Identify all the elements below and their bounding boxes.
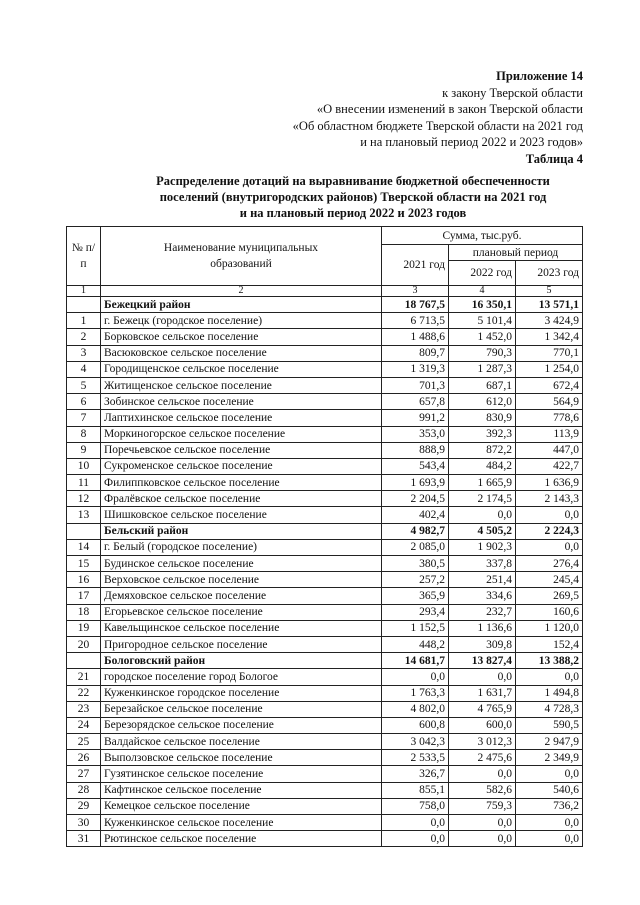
row-number: 14 xyxy=(67,539,101,555)
value-2021: 6 713,5 xyxy=(382,313,449,329)
row-number: 1 xyxy=(67,313,101,329)
row-number: 2 xyxy=(67,329,101,345)
value-2023: 2 349,9 xyxy=(516,750,583,766)
row-number: 17 xyxy=(67,588,101,604)
table-row xyxy=(67,685,583,701)
value-2022: 872,2 xyxy=(449,442,516,458)
row-name: г. Белый (городское поселение) xyxy=(101,539,382,555)
value-2021: 257,2 xyxy=(382,572,449,588)
value-2021: 18 767,5 xyxy=(382,297,449,313)
table-row xyxy=(67,604,583,620)
row-name: Куженкинское городское поселение xyxy=(101,685,382,701)
row-number: 6 xyxy=(67,394,101,410)
row-number: 15 xyxy=(67,556,101,572)
row-name: Филиппковское сельское поселение xyxy=(101,475,382,491)
value-2023: 3 424,9 xyxy=(516,313,583,329)
value-2021: 758,0 xyxy=(382,798,449,814)
row-name: Гузятинское сельское поселение xyxy=(101,766,382,782)
value-2022: 612,0 xyxy=(449,394,516,410)
title-line: поселений (внутригородских районов) Тверской области на 2021 год xyxy=(159,190,547,204)
row-number: 3 xyxy=(67,345,101,361)
value-2023: 1 636,9 xyxy=(516,475,583,491)
value-2021: 701,3 xyxy=(382,377,449,393)
row-number: 24 xyxy=(67,717,101,733)
value-2023: 4 728,3 xyxy=(516,701,583,717)
row-name: Борковское сельское поселение xyxy=(101,329,382,345)
value-2023: 160,6 xyxy=(516,604,583,620)
value-2022: 3 012,3 xyxy=(449,734,516,750)
value-2023: 269,5 xyxy=(516,588,583,604)
table-row xyxy=(67,458,583,474)
row-number: 4 xyxy=(67,361,101,377)
value-2021: 888,9 xyxy=(382,442,449,458)
value-2021: 809,7 xyxy=(382,345,449,361)
value-2023: 447,0 xyxy=(516,442,583,458)
value-2023: 0,0 xyxy=(516,539,583,555)
value-2023: 672,4 xyxy=(516,377,583,393)
value-2023: 2 947,9 xyxy=(516,734,583,750)
col-2022-header: 2022 год xyxy=(449,261,516,286)
row-number: 5 xyxy=(67,377,101,393)
value-2021: 600,8 xyxy=(382,717,449,733)
value-2022: 232,7 xyxy=(449,604,516,620)
table-row xyxy=(67,669,583,685)
row-name: Верховское сельское поселение xyxy=(101,572,382,588)
value-2022: 484,2 xyxy=(449,458,516,474)
row-name: Валдайское сельское поселение xyxy=(101,734,382,750)
value-2022: 392,3 xyxy=(449,426,516,442)
row-name: Березорядское сельское поселение xyxy=(101,717,382,733)
table-row xyxy=(67,766,583,782)
table-row xyxy=(67,539,583,555)
value-2023: 564,9 xyxy=(516,394,583,410)
value-2023: 540,6 xyxy=(516,782,583,798)
value-2022: 830,9 xyxy=(449,410,516,426)
row-number: 7 xyxy=(67,410,101,426)
value-2023: 778,6 xyxy=(516,410,583,426)
row-name: Зобинское сельское поселение xyxy=(101,394,382,410)
row-number: 16 xyxy=(67,572,101,588)
table-row xyxy=(67,377,583,393)
row-number xyxy=(67,523,101,539)
appendix-number: Приложение 14 xyxy=(496,69,583,83)
value-2021: 293,4 xyxy=(382,604,449,620)
value-2022: 0,0 xyxy=(449,831,516,847)
value-2021: 991,2 xyxy=(382,410,449,426)
value-2023: 13 388,2 xyxy=(516,653,583,669)
value-2022: 334,6 xyxy=(449,588,516,604)
value-2022: 687,1 xyxy=(449,377,516,393)
value-2022: 0,0 xyxy=(449,507,516,523)
row-name: Моркиногорское сельское поселение xyxy=(101,426,382,442)
row-name: Фралёвское сельское поселение xyxy=(101,491,382,507)
table-row xyxy=(67,588,583,604)
table-row xyxy=(67,782,583,798)
row-name: Кафтинское сельское поселение xyxy=(101,782,382,798)
value-2021: 14 681,7 xyxy=(382,653,449,669)
value-2022: 251,4 xyxy=(449,572,516,588)
value-2023: 13 571,1 xyxy=(516,297,583,313)
row-number xyxy=(67,297,101,313)
title-line: и на плановый период 2022 и 2023 годов xyxy=(239,206,467,220)
value-2021: 0,0 xyxy=(382,669,449,685)
table-row xyxy=(67,442,583,458)
row-number xyxy=(67,653,101,669)
table-row xyxy=(67,426,583,442)
row-number: 9 xyxy=(67,442,101,458)
row-number: 27 xyxy=(67,766,101,782)
value-2023: 1 120,0 xyxy=(516,620,583,636)
district-row xyxy=(67,523,583,539)
row-name: городское поселение город Бологое xyxy=(101,669,382,685)
row-name: Лаптихинское сельское поселение xyxy=(101,410,382,426)
table-row xyxy=(67,750,583,766)
value-2021: 353,0 xyxy=(382,426,449,442)
district-row xyxy=(67,653,583,669)
header-line: «Об областном бюджете Тверской области на 2021 год xyxy=(292,118,583,133)
header-line: и на плановый период 2022 и 2023 годов» xyxy=(360,135,583,149)
value-2022: 0,0 xyxy=(449,766,516,782)
table-row xyxy=(67,313,583,329)
value-2022: 309,8 xyxy=(449,636,516,652)
title-line: Распределение дотаций на выравнивание бюджетной обеспеченности xyxy=(156,174,550,188)
value-2021: 326,7 xyxy=(382,766,449,782)
value-2023: 1 342,4 xyxy=(516,329,583,345)
value-2021: 4 982,7 xyxy=(382,523,449,539)
value-2021: 543,4 xyxy=(382,458,449,474)
value-2023: 422,7 xyxy=(516,458,583,474)
value-2023: 245,4 xyxy=(516,572,583,588)
row-number: 23 xyxy=(67,701,101,717)
header-line: «О внесении изменений в закон Тверской области xyxy=(316,102,583,116)
value-2021: 657,8 xyxy=(382,394,449,410)
value-2023: 2 224,3 xyxy=(516,523,583,539)
value-2023: 0,0 xyxy=(516,766,583,782)
row-name: Пригородное сельское поселение xyxy=(101,636,382,652)
value-2021: 448,2 xyxy=(382,636,449,652)
value-2023: 0,0 xyxy=(516,507,583,523)
row-number: 20 xyxy=(67,636,101,652)
value-2022: 2 475,6 xyxy=(449,750,516,766)
value-2021: 2 204,5 xyxy=(382,491,449,507)
value-2023: 1 494,8 xyxy=(516,685,583,701)
value-2023: 2 143,3 xyxy=(516,491,583,507)
table-row xyxy=(67,701,583,717)
value-2023: 1 254,0 xyxy=(516,361,583,377)
value-2021: 1 152,5 xyxy=(382,620,449,636)
value-2021: 1 693,9 xyxy=(382,475,449,491)
value-2023: 0,0 xyxy=(516,815,583,831)
row-number: 28 xyxy=(67,782,101,798)
value-2023: 0,0 xyxy=(516,669,583,685)
table-row xyxy=(67,361,583,377)
row-name: г. Бежецк (городское поселение) xyxy=(101,313,382,329)
row-name: Бельский район xyxy=(101,523,382,539)
header-line: к закону Тверской области xyxy=(442,85,583,100)
value-2022: 1 136,6 xyxy=(449,620,516,636)
value-2022: 1 665,9 xyxy=(449,475,516,491)
value-2021: 1 319,3 xyxy=(382,361,449,377)
row-name: Бологовский район xyxy=(101,653,382,669)
row-name: Шишковское сельское поселение xyxy=(101,507,382,523)
value-2021: 0,0 xyxy=(382,831,449,847)
col-name-header: Наименование муниципальных образований xyxy=(101,227,382,286)
row-number: 11 xyxy=(67,475,101,491)
row-name: Куженкинское сельское поселение xyxy=(101,815,382,831)
col-index: 3 xyxy=(382,286,449,297)
row-name: Поречьевское сельское поселение xyxy=(101,442,382,458)
value-2022: 1 902,3 xyxy=(449,539,516,555)
table-row xyxy=(67,507,583,523)
value-2022: 790,3 xyxy=(449,345,516,361)
row-number: 30 xyxy=(67,815,101,831)
value-2022: 2 174,5 xyxy=(449,491,516,507)
col-2021-header: 2021 год xyxy=(382,245,449,286)
table-label: Таблица 4 xyxy=(525,151,583,166)
value-2021: 365,9 xyxy=(382,588,449,604)
value-2022: 4 505,2 xyxy=(449,523,516,539)
col-index: 1 xyxy=(67,286,101,297)
table-row xyxy=(67,798,583,814)
row-number: 25 xyxy=(67,734,101,750)
row-name: Сукроменское сельское поселение xyxy=(101,458,382,474)
row-name: Кемецкое сельское поселение xyxy=(101,798,382,814)
table-row xyxy=(67,734,583,750)
value-2021: 0,0 xyxy=(382,815,449,831)
value-2021: 2 533,5 xyxy=(382,750,449,766)
row-number: 22 xyxy=(67,685,101,701)
row-number: 10 xyxy=(67,458,101,474)
value-2022: 582,6 xyxy=(449,782,516,798)
value-2022: 1 452,0 xyxy=(449,329,516,345)
value-2022: 5 101,4 xyxy=(449,313,516,329)
row-number: 21 xyxy=(67,669,101,685)
value-2021: 1 488,6 xyxy=(382,329,449,345)
table-row xyxy=(67,556,583,572)
row-name: Кавельщинское сельское поселение xyxy=(101,620,382,636)
col-num-header: № п/п xyxy=(67,227,101,286)
table-row xyxy=(67,815,583,831)
table-row xyxy=(67,572,583,588)
row-name: Рютинское сельское поселение xyxy=(101,831,382,847)
district-row xyxy=(67,297,583,313)
value-2022: 1 631,7 xyxy=(449,685,516,701)
value-2022: 4 765,9 xyxy=(449,701,516,717)
col-index: 4 xyxy=(449,286,516,297)
row-name: Выползовское сельское поселение xyxy=(101,750,382,766)
value-2021: 2 085,0 xyxy=(382,539,449,555)
table-row xyxy=(67,491,583,507)
table-row xyxy=(67,620,583,636)
row-name: Бежецкий район xyxy=(101,297,382,313)
row-number: 31 xyxy=(67,831,101,847)
value-2023: 276,4 xyxy=(516,556,583,572)
row-name: Будинское сельское поселение xyxy=(101,556,382,572)
value-2023: 152,4 xyxy=(516,636,583,652)
row-name: Егорьевское сельское поселение xyxy=(101,604,382,620)
table-row xyxy=(67,329,583,345)
document-title xyxy=(110,173,596,221)
value-2022: 1 287,3 xyxy=(449,361,516,377)
value-2023: 590,5 xyxy=(516,717,583,733)
value-2021: 402,4 xyxy=(382,507,449,523)
subsidy-table xyxy=(66,226,583,847)
row-number: 26 xyxy=(67,750,101,766)
col-plan-header: плановый период xyxy=(449,245,583,261)
table-row xyxy=(67,394,583,410)
value-2021: 4 802,0 xyxy=(382,701,449,717)
row-name: Васюковское сельское поселение xyxy=(101,345,382,361)
col-2023-header: 2023 год xyxy=(516,261,583,286)
row-number: 29 xyxy=(67,798,101,814)
table-row xyxy=(67,410,583,426)
table-row xyxy=(67,345,583,361)
value-2023: 0,0 xyxy=(516,831,583,847)
row-number: 18 xyxy=(67,604,101,620)
value-2022: 759,3 xyxy=(449,798,516,814)
value-2021: 380,5 xyxy=(382,556,449,572)
table-row xyxy=(67,475,583,491)
value-2022: 0,0 xyxy=(449,815,516,831)
row-number: 8 xyxy=(67,426,101,442)
table-row xyxy=(67,636,583,652)
value-2022: 337,8 xyxy=(449,556,516,572)
value-2022: 13 827,4 xyxy=(449,653,516,669)
table-row xyxy=(67,831,583,847)
value-2021: 855,1 xyxy=(382,782,449,798)
table-row xyxy=(67,717,583,733)
row-name: Городищенское сельское поселение xyxy=(101,361,382,377)
col-index: 5 xyxy=(516,286,583,297)
value-2023: 113,9 xyxy=(516,426,583,442)
value-2021: 1 763,3 xyxy=(382,685,449,701)
row-number: 13 xyxy=(67,507,101,523)
value-2022: 16 350,1 xyxy=(449,297,516,313)
row-name: Демяховское сельское поселение xyxy=(101,588,382,604)
value-2023: 770,1 xyxy=(516,345,583,361)
col-index: 2 xyxy=(101,286,382,297)
row-number: 19 xyxy=(67,620,101,636)
value-2022: 600,0 xyxy=(449,717,516,733)
col-sum-header: Сумма, тыс.руб. xyxy=(382,227,583,245)
appendix-header xyxy=(293,68,583,167)
value-2023: 736,2 xyxy=(516,798,583,814)
value-2021: 3 042,3 xyxy=(382,734,449,750)
row-name: Березайское сельское поселение xyxy=(101,701,382,717)
value-2022: 0,0 xyxy=(449,669,516,685)
row-name: Житищенское сельское поселение xyxy=(101,377,382,393)
row-number: 12 xyxy=(67,491,101,507)
